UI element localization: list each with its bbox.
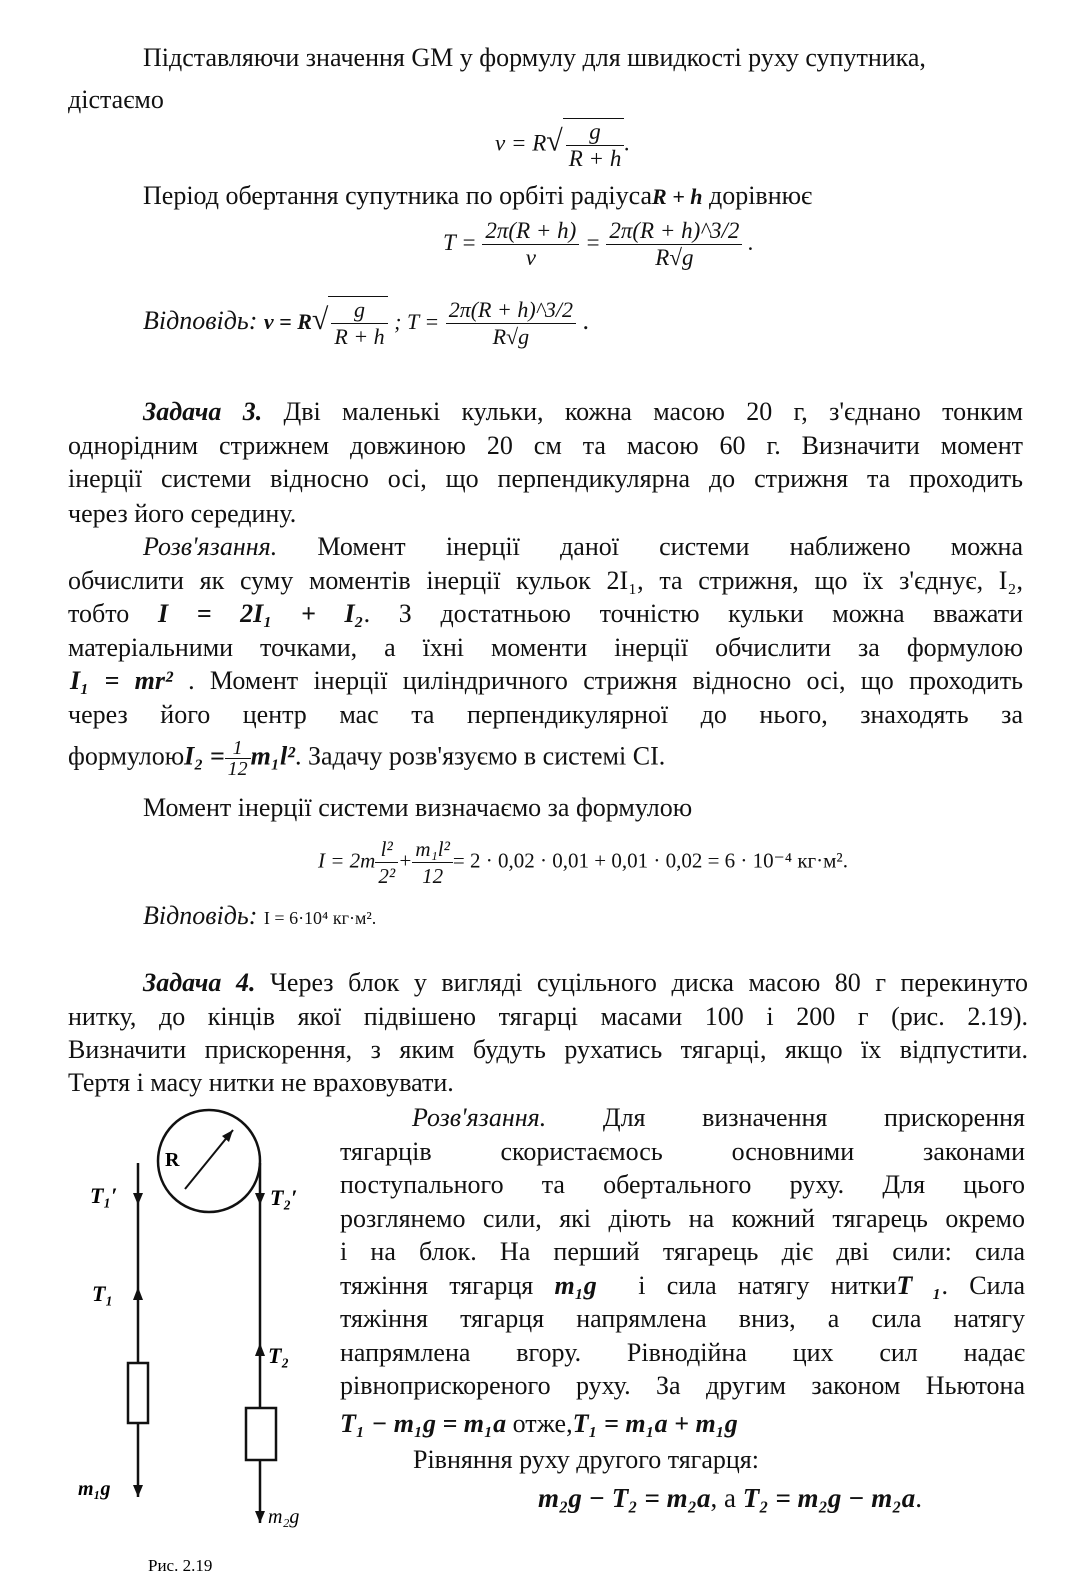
task4-r12b: . <box>915 1483 922 1513</box>
task3-p2-l7f-frac <box>225 738 251 779</box>
formula-T-frac1 <box>482 218 579 271</box>
sqrt-sign: √ <box>546 124 563 158</box>
formula-I-lhs: I = 2m <box>318 848 376 873</box>
period-line-a: Період обертання супутника по орбіті радіуса <box>143 181 653 210</box>
formula-I-d1: 2² <box>378 864 396 888</box>
task3-p2-l3a: тобто <box>68 599 130 628</box>
task3-p2-l7f-den: 12 <box>227 758 248 780</box>
task4-r6f2: T⃗₁ <box>896 1270 942 1300</box>
formula-I-rhs: = 2 · 0,02 · 0,01 + 0,01 · 0,02 = 6 · 10⁻⁴ кг·м². <box>452 848 848 873</box>
intro-answer-v-num: g <box>331 297 387 324</box>
task4-p1-l2: нитку, до кінців якої підвішено тягарці масами 100 і 200 г (рис. 2.19). <box>68 1001 1028 1031</box>
task3-p2-l7f-rhs: m₁l² <box>250 741 295 771</box>
task4-r9: рівноприскореного руху. За другим законом Ньютона <box>340 1371 1025 1400</box>
formula-T-den2: R√g <box>655 245 694 270</box>
weight-1 <box>128 1363 148 1423</box>
formula-T-eq: = <box>585 229 601 255</box>
task3-p1-l3: інерції системи відносно осі, що перпендикулярна до стрижня та проходить <box>68 464 1023 493</box>
task3-p2-l6: через його центр мас та перпендикулярної до нього, знаходять за <box>68 699 1023 729</box>
task3-p2-l7b: . Задачу розв'язуємо в системі СІ. <box>294 741 666 771</box>
task3-answer-label: Відповідь: <box>143 901 258 930</box>
task4-p1-l3: Визначити прискорення, з яким будуть рухатись тягарці, якщо їх відпустити. <box>68 1035 1028 1064</box>
task3-p2-l5f: I₁ = mr² <box>70 666 173 695</box>
task3-p2-l3f: I = 2I₁ + I₂ <box>157 599 364 628</box>
task4-p1-l4: Тертя і масу нитки не враховувати. <box>68 1068 454 1097</box>
task4-r6f1: m₁g⃗ <box>554 1270 618 1300</box>
task4-title: Задача 4. <box>143 968 256 997</box>
task4-r6a: тяжіння тягарця <box>340 1270 534 1300</box>
task3-p2-l2: обчислити як суму моментів інерції кульок 2I₁, та стрижня, що їх з'єднує, I₂, <box>68 565 1023 595</box>
arrow-T1 <box>133 1287 143 1300</box>
task4-r3: поступального та обертального руху. Для цього <box>340 1170 1025 1199</box>
task3-p3: Момент інерції системи визначаємо за формулою <box>143 793 693 822</box>
formula-I-frac2 <box>412 836 453 889</box>
task3-p2-l7f-lhs: I₂ = <box>184 741 225 771</box>
task4-r1: Для визначення прискорення <box>602 1103 1026 1132</box>
formula-v-frac <box>563 118 625 172</box>
task4-r2: тягарців скористаємось основними законами <box>340 1136 1025 1166</box>
label-R: R <box>165 1149 180 1171</box>
task3-p2-l7f-num: 1 <box>225 738 251 759</box>
formula-T-num1: 2π(R + h) <box>482 218 579 245</box>
task4-solution <box>340 1101 1025 1403</box>
intro-answer-v: v = R <box>263 308 312 334</box>
task3-title: Задача 3. <box>143 397 263 426</box>
task4-statement <box>68 966 1028 1067</box>
formula-T: T = $\frac{2\pi(R + h)}{v}$ = $\frac{2\pi(R + h)\^{}3/2}{R√g}$ . <box>443 218 754 270</box>
formula-v-num: g <box>566 119 625 146</box>
formula-I-plus: + <box>398 848 413 873</box>
task4-r7: тяжіння тягарця напрямлена вниз, а сила натягу <box>340 1304 1025 1333</box>
formula-I-d2: 12 <box>422 864 444 888</box>
weight-2 <box>246 1408 276 1460</box>
task4-r5: і на блок. На перший тягарець діє дві сили: сила <box>340 1237 1025 1266</box>
task3-p1-l2: однорідним стрижнем довжиною 20 см та масою 60 г. Визначити момент <box>68 430 1023 460</box>
formula-v-den: R + h <box>568 146 622 171</box>
formula-I <box>318 836 848 889</box>
period-line-b: дорівнює <box>708 181 813 210</box>
task3-statement <box>68 395 1023 496</box>
task3-p1-l1: Дві маленькі кульки, кожна масою 20 г, з'єднано тонким <box>283 397 1024 426</box>
formula-T-num2: 2π(R + h)^3/2 <box>606 218 742 245</box>
intro-answer-T-num: 2π(R + h)^3/2 <box>446 297 576 324</box>
intro-answer-T-frac <box>446 297 576 350</box>
period-rh: R + h <box>652 184 703 209</box>
label-T2p: T₂′ <box>270 1185 298 1210</box>
intro-answer-T-den: R√g <box>492 323 530 349</box>
intro-answer-v-den: R + h <box>334 324 385 349</box>
formula-I-frac1 <box>375 836 398 889</box>
sqrt-sign-2: √ <box>311 302 329 336</box>
formula-T-lhs: T = <box>443 229 477 255</box>
task4-r6c: . Сила <box>941 1270 1026 1300</box>
task3-answer-value: I = 6·10⁴ кг·м². <box>263 908 377 928</box>
arrow-T2p <box>255 1193 265 1205</box>
task4-r4: розглянемо сили, які діють на кожний тягарець окремо <box>340 1203 1025 1233</box>
figure-caption: Рис. 2.19 <box>148 1556 213 1575</box>
task3-solution <box>68 530 1023 731</box>
period-line <box>143 178 812 215</box>
label-T2: T₂ <box>268 1343 290 1368</box>
task3-p2-l4: матеріальними точками, а їхні моменти інерції обчислити за формулою <box>68 632 1023 662</box>
task3-sol-label: Розв'язання. <box>143 532 278 561</box>
task3-p2-l7a: формулою <box>68 741 185 771</box>
task4-r12f2: T₂ = m₂g − m₂a <box>742 1483 916 1513</box>
task3-p2-l1: Момент інерції даної системи наближено можна <box>317 532 1023 561</box>
label-m1g: m₁g <box>78 1478 111 1500</box>
intro-answer: Відповідь: v = R√ $\frac{g}{R + h}$ ; T = $\frac{2\pi(R + h)\^{}3/2}{R√g}$ . <box>143 296 590 349</box>
task4-r12a: , а <box>710 1483 736 1513</box>
task4-r10a: отже, <box>512 1409 573 1438</box>
formula-I-n2: m₁l² <box>412 836 453 863</box>
task4-r6b: і сила натягу нитки <box>638 1270 897 1300</box>
label-T1p: T₁′ <box>90 1183 118 1208</box>
task4-r10f2: T₁ = m₁a + m₁g <box>572 1409 738 1438</box>
formula-T-den1: v <box>525 245 536 270</box>
label-m2g: m₂g <box>268 1506 300 1528</box>
task4-r10 <box>340 1406 738 1442</box>
task4-p1-l1: Через блок у вигляді суцільного диска масою 80 г перекинуто <box>270 968 1028 997</box>
task3-p2-l3b: . З достатньою точністю кульки можна вважати <box>363 599 1024 628</box>
task4-r10f1: T₁ − m₁g = m₁a <box>340 1409 507 1438</box>
label-T1: T₁ <box>92 1281 114 1306</box>
formula-T-frac2 <box>606 218 742 271</box>
formula-v: v = R√ $\frac{g}{R + h}$ . <box>495 119 631 171</box>
task4-r11: Рівняння руху другого тягарця: <box>413 1445 759 1474</box>
task4-r12f1: m₂g − T₂ = m₂a <box>538 1483 711 1513</box>
task4-r12 <box>538 1480 922 1516</box>
arrow-T2 <box>255 1343 265 1356</box>
task3-p1-l4: через його середину. <box>68 499 297 528</box>
formula-v-lhs: v = R <box>495 130 547 156</box>
task3-p2-l7 <box>68 738 665 779</box>
intro-answer-T: ; T = <box>394 308 440 334</box>
intro-line-2: дістаємо <box>68 85 164 114</box>
task3-p2-l5: . Момент інерції циліндричного стрижня відносно осі, що проходить <box>188 666 1023 695</box>
arrow-T1p <box>133 1193 143 1205</box>
arrow-m2g <box>255 1511 265 1523</box>
task4-r8: напрямлена вгору. Рівнодійна цих сил надає <box>340 1337 1025 1367</box>
intro-answer-label: Відповідь: <box>143 305 258 335</box>
task3-answer <box>143 898 376 936</box>
task4-sol-label: Розв'язання. <box>412 1103 547 1132</box>
figure-2-19 <box>70 1105 340 1585</box>
intro-line-1: Підставляючи значення GM у формулу для швидкості руху супутника, <box>143 43 926 72</box>
formula-I-n1: l² <box>375 836 398 863</box>
arrow-m1g <box>133 1485 143 1497</box>
intro-answer-frac <box>328 296 387 350</box>
